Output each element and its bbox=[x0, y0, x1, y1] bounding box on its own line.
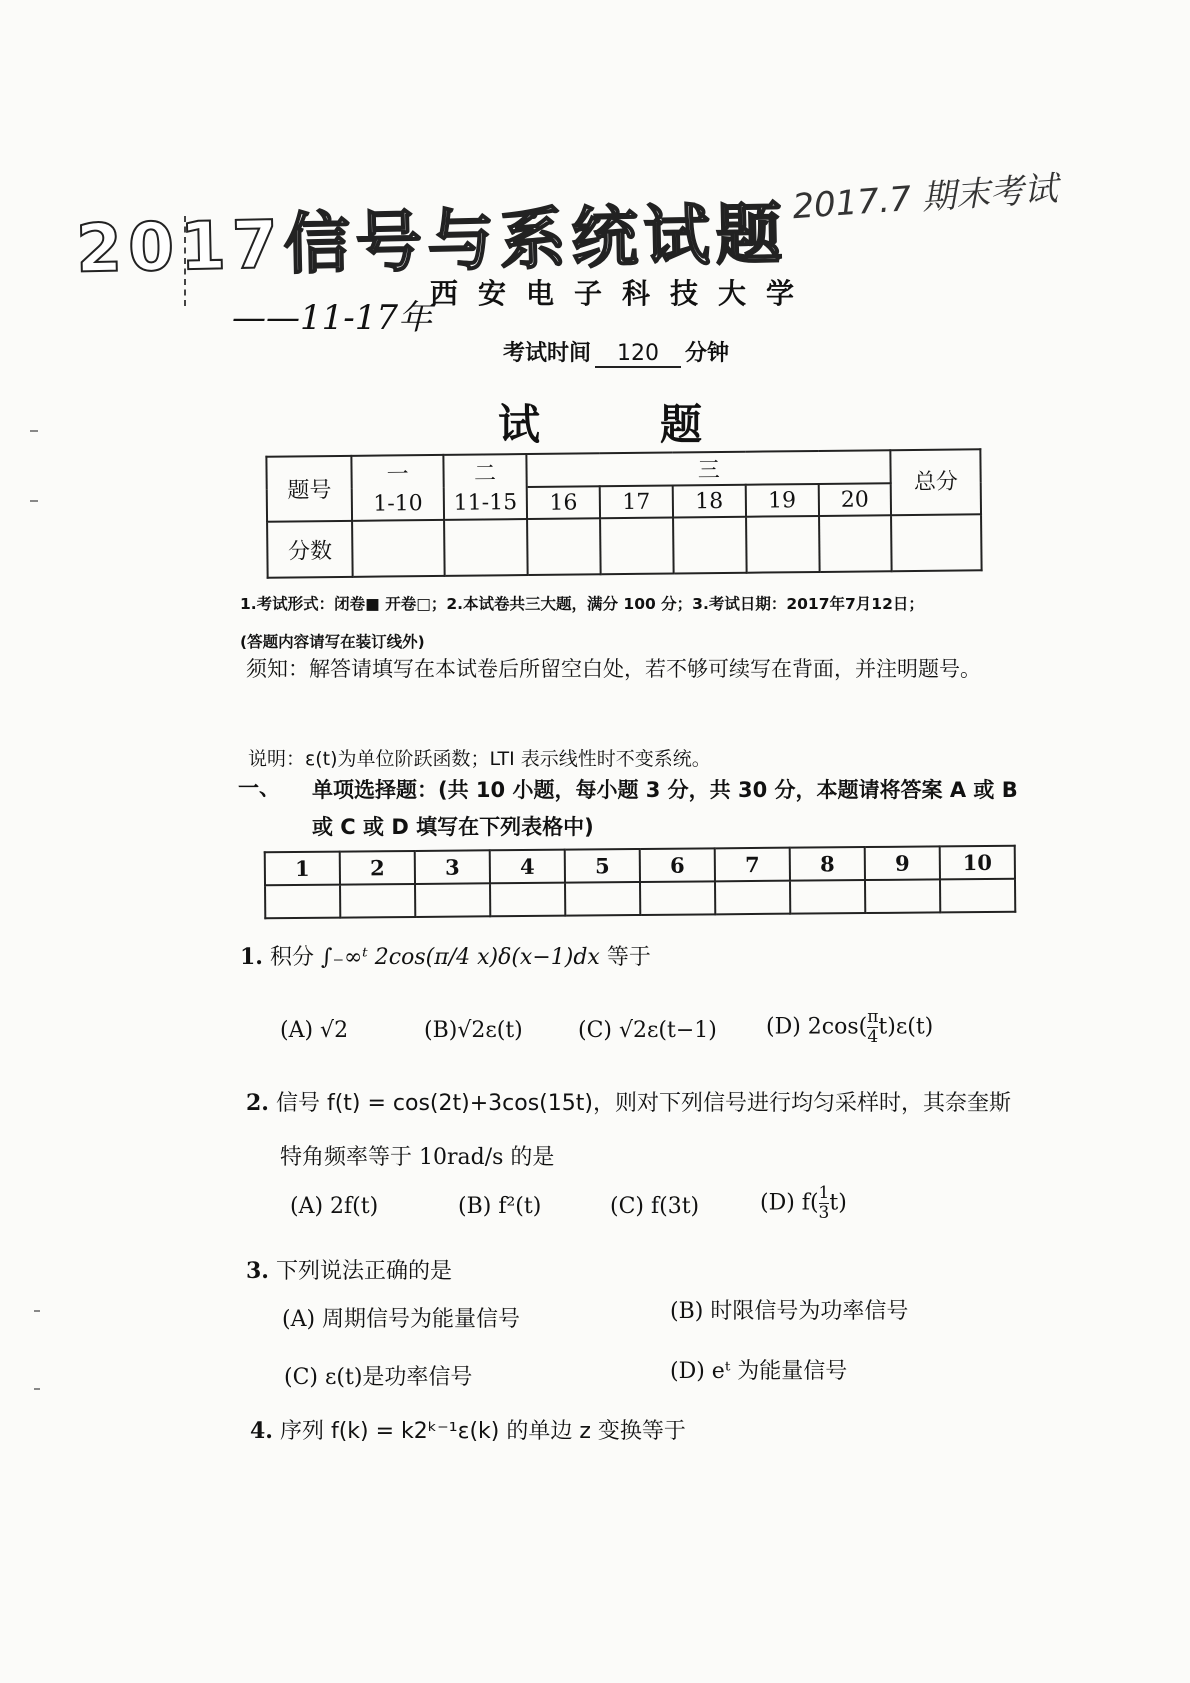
answer-cell bbox=[565, 882, 640, 916]
scan-mark bbox=[30, 500, 38, 502]
score-cell bbox=[673, 517, 746, 574]
q1-option-d-num: π bbox=[867, 1007, 879, 1027]
answer-header: 4 bbox=[490, 850, 565, 884]
question-1-post: 等于 bbox=[606, 945, 651, 970]
answer-header: 7 bbox=[715, 848, 790, 882]
answer-cell bbox=[940, 879, 1015, 913]
answer-header: 8 bbox=[790, 847, 865, 881]
score-cell bbox=[600, 517, 673, 574]
q2-option-d-den: 3 bbox=[818, 1203, 830, 1223]
score-cell bbox=[527, 518, 600, 575]
exam-title: 2017信号与系统试题 bbox=[75, 195, 789, 288]
answer-cell bbox=[415, 883, 490, 917]
explanation: 说明：ε(t)为单位阶跃函数；LTI 表示线性时不变系统。 bbox=[248, 748, 711, 770]
handwritten-note: 2017.7 期末考试 bbox=[791, 168, 1060, 228]
section-1-number: 一、 bbox=[238, 776, 280, 800]
score-cell bbox=[891, 514, 981, 571]
q3-option-d: (D) eᵗ 为能量信号 bbox=[670, 1359, 848, 1384]
answer-note: (答题内容请写在装订线外) bbox=[240, 633, 425, 651]
question-19: 19 bbox=[745, 484, 818, 517]
q1-option-d-pre: (D) 2cos( bbox=[766, 1014, 868, 1040]
q1-option-d-fraction bbox=[867, 1008, 878, 1047]
question-1-number: 1. bbox=[240, 944, 263, 970]
score-row-label-question: 题号 bbox=[266, 456, 352, 522]
group-3-label: 三 bbox=[527, 450, 892, 487]
q1-option-d-post: t)ε(t) bbox=[878, 1014, 934, 1040]
question-2-number: 2. bbox=[246, 1090, 269, 1116]
q2-option-b: (B) f²(t) bbox=[458, 1194, 542, 1219]
exam-time bbox=[503, 336, 729, 368]
group-1-label: 一 bbox=[352, 455, 444, 489]
group-2-label: 二 bbox=[443, 454, 527, 488]
answer-header: 9 bbox=[865, 846, 940, 880]
score-cell bbox=[352, 520, 444, 577]
q2-option-d-post: t) bbox=[829, 1190, 847, 1216]
answer-cell bbox=[790, 880, 865, 914]
q3-option-a: (A) 周期信号为能量信号 bbox=[282, 1307, 521, 1332]
question-18: 18 bbox=[673, 485, 746, 518]
score-row-label-score: 分数 bbox=[267, 521, 353, 578]
exam-time-label: 考试时间 bbox=[503, 341, 592, 366]
question-16: 16 bbox=[527, 486, 600, 519]
question-1-expression: ∫₋∞ᵗ 2cos(π/4 x)δ(x−1)dx bbox=[320, 945, 600, 970]
university-name: 西安电子科技大学 bbox=[430, 277, 815, 310]
exam-info: 1.考试形式：闭卷■ 开卷□；2.本试卷共三大题，满分 100 分；3.考试日期：2017年7月12日； bbox=[240, 595, 924, 613]
scan-mark bbox=[30, 430, 38, 432]
instructions: 须知：解答请填写在本试卷后所留空白处，若不够可续写在背面，并注明题号。 bbox=[246, 657, 981, 681]
question-4-stem: 序列 f(k) = k2ᵏ⁻¹ε(k) 的单边 z 变换等于 bbox=[279, 1419, 686, 1444]
question-2 bbox=[246, 1086, 1011, 1117]
group-2-range: 11-15 bbox=[444, 487, 528, 520]
answer-cell bbox=[340, 884, 415, 918]
section-title: 试题 bbox=[498, 400, 823, 449]
answer-cell bbox=[640, 881, 715, 915]
q1-option-b: (B)√2ε(t) bbox=[424, 1018, 523, 1043]
question-1-pre: 积分 bbox=[269, 945, 314, 970]
question-4-number: 4. bbox=[250, 1418, 273, 1444]
q1-option-d bbox=[766, 1008, 933, 1047]
question-3-number: 3. bbox=[246, 1258, 269, 1284]
question-2-line2: 特角频率等于 10rad/s 的是 bbox=[280, 1145, 555, 1170]
score-cell bbox=[444, 519, 528, 576]
section-1-heading: 单项选择题：(共 10 小题，每小题 3 分，共 30 分，本题请将答案 A 或 B 或 C 或 D 填写在下列表格中) bbox=[312, 778, 1018, 839]
q2-option-d-fraction bbox=[819, 1184, 830, 1223]
group-1-range: 1-10 bbox=[352, 488, 444, 521]
answer-cell bbox=[490, 883, 565, 917]
answer-cell bbox=[715, 881, 790, 915]
score-cell bbox=[746, 516, 819, 573]
answer-header: 2 bbox=[340, 851, 415, 885]
answer-header: 5 bbox=[565, 849, 640, 883]
q2-option-a: (A) 2f(t) bbox=[290, 1194, 379, 1219]
q2-option-d-num: 1 bbox=[818, 1183, 830, 1203]
score-cell bbox=[819, 515, 892, 572]
question-17: 17 bbox=[600, 485, 673, 518]
exam-time-value: 120 bbox=[595, 341, 681, 368]
answer-header: 10 bbox=[940, 846, 1015, 880]
question-4 bbox=[250, 1414, 686, 1445]
exam-time-unit: 分钟 bbox=[685, 341, 730, 366]
question-1 bbox=[240, 940, 651, 971]
binding-line bbox=[184, 216, 186, 306]
q1-option-a: (A) √2 bbox=[280, 1018, 349, 1043]
answer-header: 6 bbox=[640, 848, 715, 882]
q3-option-c: (C) ε(t)是功率信号 bbox=[284, 1365, 473, 1390]
year-range: ——11-17年 bbox=[232, 298, 433, 338]
score-table bbox=[265, 448, 982, 578]
answer-table bbox=[264, 845, 1017, 920]
question-2-line1: 信号 f(t) = cos(2t)+3cos(15t)，则对下列信号进行均匀采样时，其奈奎斯 bbox=[275, 1091, 1011, 1116]
scan-mark bbox=[34, 1310, 40, 1312]
q3-option-b: (B) 时限信号为功率信号 bbox=[670, 1299, 909, 1324]
q2-option-d bbox=[760, 1184, 847, 1223]
question-3-stem: 下列说法正确的是 bbox=[275, 1259, 452, 1284]
scan-mark bbox=[34, 1388, 40, 1390]
q1-option-d-den: 4 bbox=[867, 1027, 879, 1047]
answer-cell bbox=[265, 885, 340, 919]
q1-option-c: (C) √2ε(t−1) bbox=[578, 1018, 717, 1043]
q2-option-c: (C) f(3t) bbox=[610, 1194, 700, 1219]
q2-option-d-pre: (D) f( bbox=[760, 1190, 819, 1216]
total-label: 总分 bbox=[891, 449, 981, 515]
answer-cell bbox=[865, 879, 940, 913]
question-20: 20 bbox=[818, 483, 891, 516]
answer-header: 3 bbox=[415, 850, 490, 884]
question-3 bbox=[246, 1254, 452, 1285]
answer-header: 1 bbox=[265, 852, 340, 886]
